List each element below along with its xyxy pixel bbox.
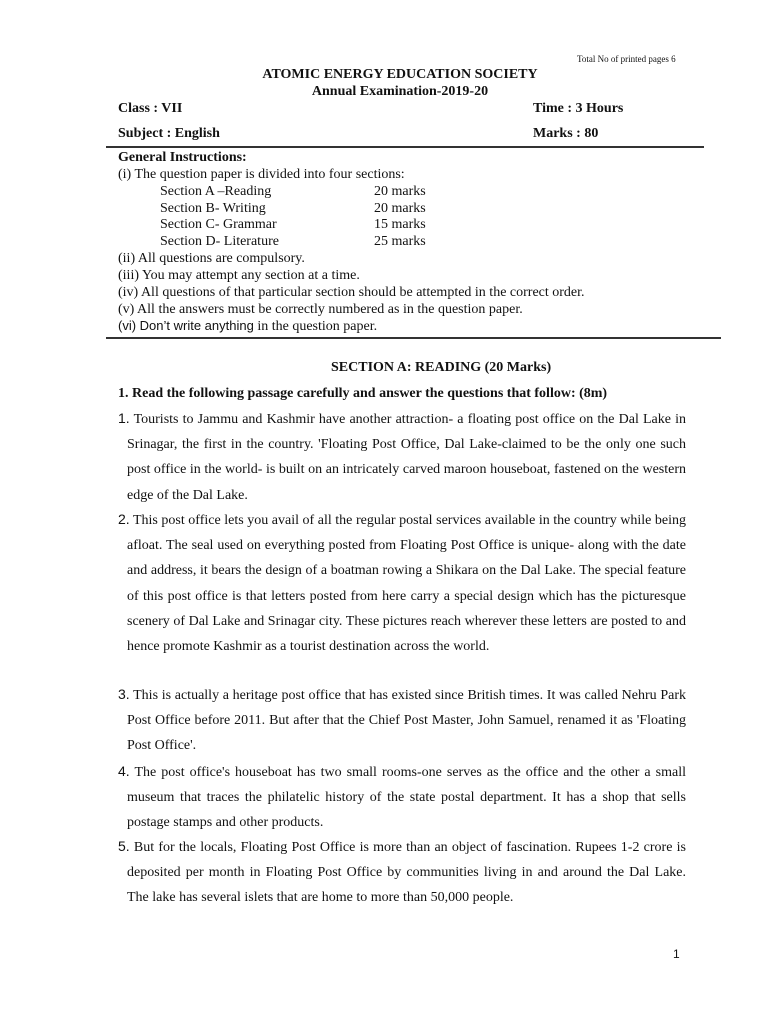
- section-row-name: Section C- Grammar: [160, 217, 277, 232]
- question-1-heading: 1. Read the following passage carefully and answer the questions that follow: (8m): [118, 386, 608, 401]
- org-title: ATOMIC ENERGY EDUCATION SOCIETY: [262, 67, 538, 82]
- paragraph-text: This is actually a heritage post office that has existed since British times. It was called Nehru Park Post Office before 2011. But after that the Chief Post Master, John Samuel, renamed it as 'Floating Post Office'.: [127, 688, 686, 754]
- section-row-marks: 20 marks: [374, 201, 426, 216]
- section-a-heading: SECTION A: READING (20 Marks): [331, 360, 552, 375]
- paragraph-text: The post office's houseboat has two small rooms-one serves as the office and the other a small museum that traces the philatelic history of the state postal department. It has a shop that sells postage stamps and other products.: [127, 765, 686, 831]
- paragraph-text: Tourists to Jammu and Kashmir have another attraction- a floating post office on the Dal Lake in Srinagar, the first in the country. 'Floating Post Office, Dal Lake-claimed to be the only one such post office in the world- is built on an intricately carved maroon houseboat, fastened on the western edge of the Dal Lake.: [127, 412, 686, 503]
- printed-pages-note: Total No of printed pages 6: [577, 54, 676, 64]
- instructions-heading: General Instructions:: [118, 150, 247, 165]
- section-row-name: Section A –Reading: [160, 184, 272, 199]
- passage-paragraph-2: [118, 507, 686, 659]
- section-row-marks: 20 marks: [374, 184, 426, 199]
- section-row-name: Section B- Writing: [160, 201, 266, 216]
- passage-paragraph-4: [118, 759, 686, 836]
- marks-label: Marks : 80: [533, 126, 599, 141]
- instruction-item-1: (i) The question paper is divided into four sections:: [118, 167, 405, 182]
- instruction-item-4: (iv) All questions of that particular section should be attempted in the correct order.: [118, 285, 585, 300]
- paragraph-number: 1.: [118, 410, 130, 426]
- page-number: 1: [673, 947, 680, 961]
- subject-label: Subject : English: [118, 126, 220, 141]
- instruction-item-6-emphasis: (vi) Don’t write anything: [118, 318, 254, 333]
- passage-paragraph-5: [118, 834, 686, 911]
- instructions-divider: [106, 337, 721, 339]
- paragraph-number: 5.: [118, 838, 130, 854]
- time-label: Time : 3 Hours: [533, 101, 624, 116]
- section-row-marks: 15 marks: [374, 217, 426, 232]
- header-divider: [106, 146, 704, 148]
- instruction-item-2: (ii) All questions are compulsory.: [118, 251, 305, 266]
- paragraph-number: 3.: [118, 686, 130, 702]
- class-label: Class : VII: [118, 101, 183, 116]
- paragraph-text: This post office lets you avail of all the regular postal services available in the country while being afloat. The seal used on everything posted from Floating Post Office is unique- along with the date and address, it bears the design of a boatman rowing a Shikara on the Dal Lake. The special feature of this post office is that letters posted from here carry a special design which has the picturesque scenery of Dal Lake and Srinagar city. These pictures reach wherever these letters are posted to and hence promote Kashmir as a tourist destination across the world.: [127, 513, 686, 655]
- exam-title: Annual Examination-2019-20: [311, 84, 489, 99]
- paragraph-number: 4.: [118, 763, 130, 779]
- paragraph-text: But for the locals, Floating Post Office is more than an object of fascination. Rupees 1-2 crore is deposited per month in Floating Post Office by communities living in and around the Dal Lake. The lake has several islets that are home to more than 50,000 people.: [127, 840, 686, 906]
- instruction-item-5: (v) All the answers must be correctly numbered as in the question paper.: [118, 302, 523, 317]
- section-row-marks: 25 marks: [374, 234, 426, 249]
- instruction-item-3: (iii) You may attempt any section at a time.: [118, 268, 360, 283]
- passage-paragraph-3: [118, 682, 686, 759]
- passage-paragraph-1: [118, 406, 686, 508]
- paragraph-number: 2.: [118, 511, 130, 527]
- section-row-name: Section D- Literature: [160, 234, 279, 249]
- instruction-item-6-rest: in the question paper.: [253, 319, 378, 334]
- instruction-item-6: [118, 318, 377, 336]
